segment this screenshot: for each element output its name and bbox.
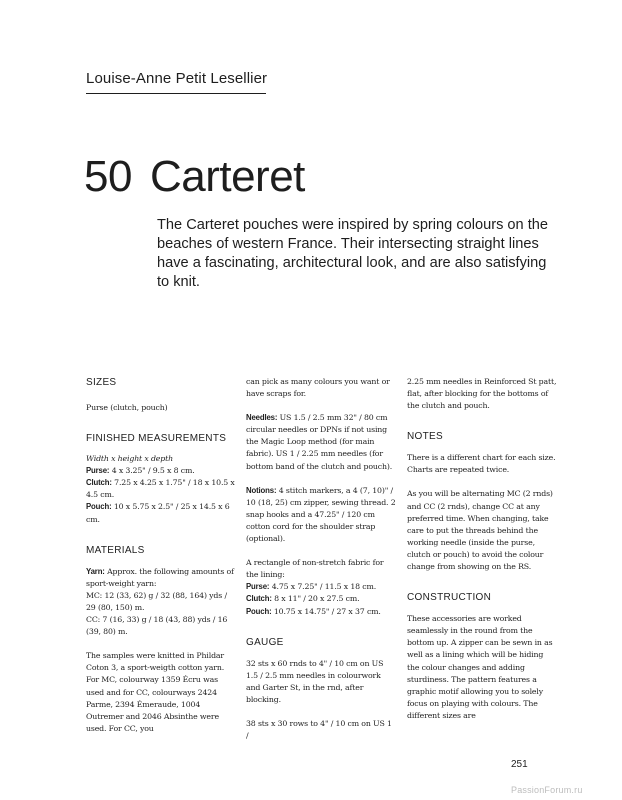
materials-cc: CC: 7 (16, 33) g / 18 (43, 88) yds / 16 (39, 80) m. xyxy=(86,615,228,637)
gauge-p2-cont: 2.25 mm needles in Reinforced St patt, flat, after blocking for the bottoms of the clutch and pouch. xyxy=(407,377,557,411)
fabric-clutch xyxy=(246,593,396,605)
fabric-clutch-value: 8 x 11" / 20 x 27.5 cm. xyxy=(271,594,360,604)
materials-notions xyxy=(246,485,396,545)
column-1 xyxy=(86,376,236,735)
materials-samples: The samples were knitted in Phildar Coton 3, a sport-weigth cotton yarn. For MC, colourway 1359 Écru was used and for CC, colourways 2424 Parme, 2394 Émeraude, 1004 Outremer and 2046 Absinthe were used. For CC, you xyxy=(86,651,225,733)
column-2 xyxy=(246,376,396,742)
finished-subtitle: Width x height x depth xyxy=(86,454,173,464)
fabric-pouch xyxy=(246,606,396,618)
yarn-label: Yarn: xyxy=(86,566,105,576)
author-underline xyxy=(86,93,266,94)
finished-clutch-value: 7.25 x 4.25 x 1.75" / 18 x 10.5 x 4.5 cm. xyxy=(86,478,235,500)
materials-fabric: A rectangle of non-stretch fabric for the lining: xyxy=(246,558,384,580)
sizes-heading: SIZES xyxy=(86,377,117,388)
fabric-purse-label: Purse: xyxy=(246,582,270,592)
page-number: 251 xyxy=(511,759,528,770)
pattern-name: Carteret xyxy=(149,152,305,201)
materials-samples-cont: can pick as many colours you want or have scraps for. xyxy=(246,377,390,399)
finished-clutch-label: Clutch: xyxy=(86,478,112,488)
fabric-purse-value: 4.75 x 7.25" / 11.5 x 18 cm. xyxy=(269,582,377,592)
notes-p1: There is a different chart for each size. Charts are repeated twice. xyxy=(407,453,556,475)
fabric-clutch-label: Clutch: xyxy=(246,594,272,604)
gauge-p2: 38 sts x 30 rows to 4" / 10 cm on US 1 / xyxy=(246,718,392,741)
finished-pouch xyxy=(86,501,236,525)
sizes-text: Purse (clutch, pouch) xyxy=(86,403,168,412)
pattern-title xyxy=(84,151,305,203)
pattern-number: 50 xyxy=(84,152,132,201)
intro-paragraph: The Carteret pouches were inspired by spring colours on the beaches of western France. Their intersecting straight lines have a fascinating, architectural look, and are also satisfying to knit. xyxy=(157,217,548,290)
finished-purse-value: 4 x 3.25" / 9.5 x 8 cm. xyxy=(109,466,195,476)
yarn-text: Approx. the following amounts of sport-weight yarn: xyxy=(86,566,234,588)
notes-heading: NOTES xyxy=(407,431,443,443)
watermark: PassionForum.ru xyxy=(511,785,583,795)
materials-mc: MC: 12 (33, 62) g / 32 (88, 164) yds / 29 (80, 150) m. xyxy=(86,590,227,612)
materials-heading: MATERIALS xyxy=(86,544,145,556)
gauge-heading: GAUGE xyxy=(246,636,284,648)
notes-p2: As you will be alternating MC (2 rnds) and CC (2 rnds), change CC at any preferred time. When changing, take care to put the threads behind the working needle (inside the purse, clutch or pouch) to avoid the colour change from showing on the RS. xyxy=(407,489,553,572)
finished-heading: FINISHED MEASUREMENTS xyxy=(86,433,227,445)
finished-pouch-label: Pouch: xyxy=(86,502,112,512)
finished-clutch xyxy=(86,477,236,501)
materials-yarn xyxy=(86,566,236,590)
construction-heading: CONSTRUCTION xyxy=(407,592,492,604)
fabric-pouch-value: 10.75 x 14.75" / 27 x 37 cm. xyxy=(271,606,381,616)
needles-label: Needles: xyxy=(246,413,278,423)
construction-p1: These accessories are worked seamlessly in the round from the bottom up. A zipper can be sewn in as well as a lining which will be hiding the colour changes and adding sturdiness. The pattern features a graphic motif allowing you to solely focus on playing with colours. The different sizes are xyxy=(407,614,553,720)
finished-purse-label: Purse: xyxy=(86,466,110,476)
materials-needles xyxy=(246,412,396,472)
gauge-p1: 32 sts x 60 rnds to 4" / 10 cm on US 1.5 / 2.5 mm needles in colourwork and Garter St, in the rnd, after blocking. xyxy=(246,658,384,704)
finished-purse xyxy=(86,465,236,477)
needles-text: US 1.5 / 2.5 mm 32" / 80 cm circular needles or DPNs if not using the Magic Loop method (for main fabric). US 1 / 2.25 mm needles (for bottom band of the clutch and pouch). xyxy=(246,413,393,471)
author-name: Louise-Anne Petit Lesellier xyxy=(86,70,268,87)
fabric-purse xyxy=(246,581,396,593)
notions-label: Notions: xyxy=(246,485,277,495)
notions-text: 4 stitch markers, a 4 (7, 10)" / 10 (18, 25) cm zipper, sewing thread. 2 snap hooks and a 47.25" / 120 cm cotton cord for the shoulder strap (optional). xyxy=(246,485,396,544)
fabric-pouch-label: Pouch: xyxy=(246,606,272,616)
finished-pouch-value: 10 x 5.75 x 2.5" / 25 x 14.5 x 6 cm. xyxy=(86,502,230,524)
column-3 xyxy=(407,376,557,722)
